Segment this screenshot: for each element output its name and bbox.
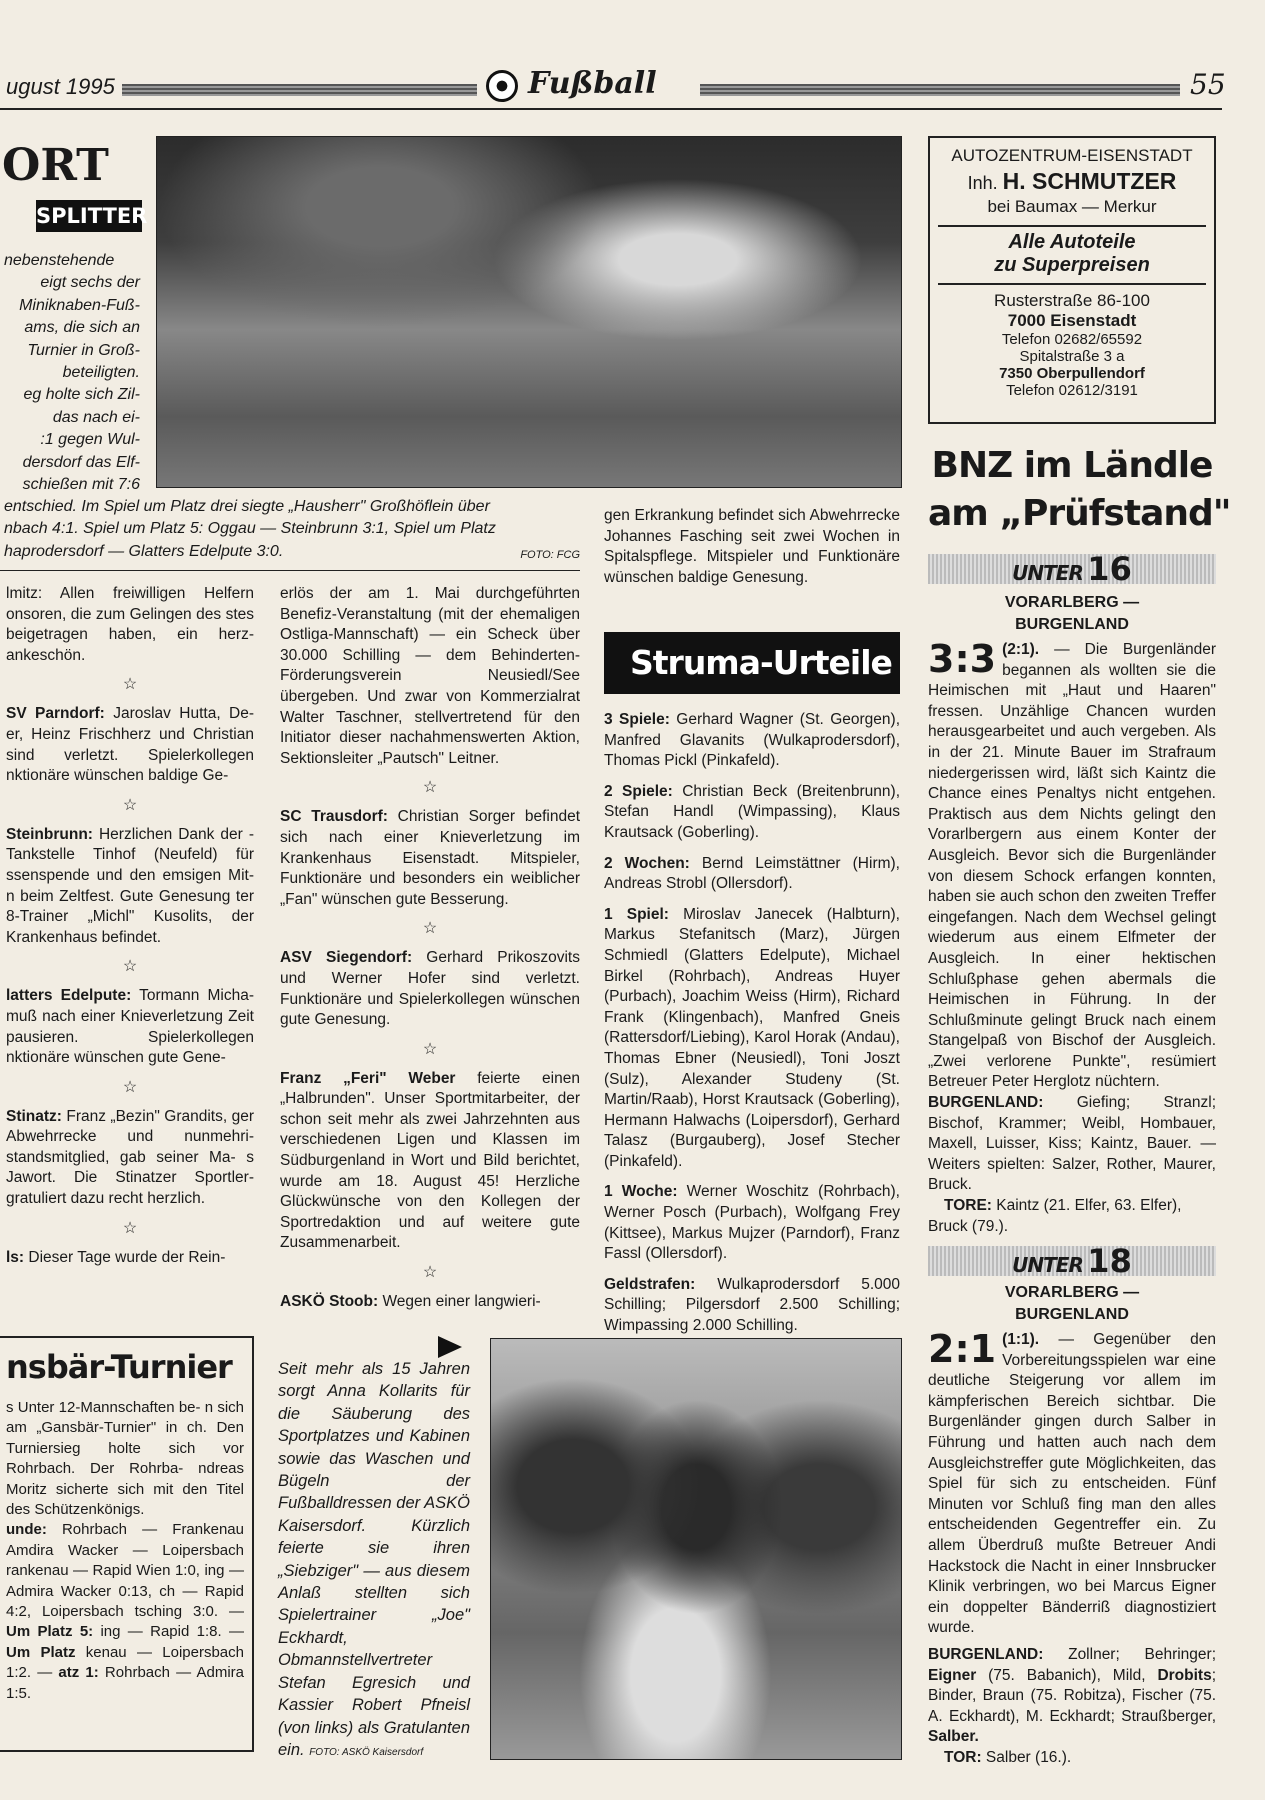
platz1-lead: atz 1:: [58, 1664, 99, 1682]
platz3-text: kenau — Loipersbach 1:2. —: [6, 1643, 244, 1682]
splitter-line: ams, die sich an: [24, 319, 140, 337]
u16-goals: [928, 1196, 1216, 1237]
ad-address-1: Rusterstraße 86-100: [994, 291, 1150, 310]
col2-p4: feierte einen „Halbrunden". Unser Sportmitarbeiter, der schon seit mehr als zwei Jahrzehnten aus verschiedenen Ligen und Klassen im Südburgenland in Wort und Bild berichtet, wurde am 18. August 45! Herzliche Glückwünsche von den Kollegen der Sportredaktion und auf weitere gute Zusammenarbeit.: [280, 1069, 580, 1252]
col2-paragraph: [280, 1069, 580, 1254]
col1-p2: Jaroslav Hutta, De- er, Heinz Frischherz und Christian sind verletzt. Spielerkollegen nktionäre wünschen baldige Ge-: [6, 705, 254, 785]
u16-label: UNTER: [1012, 561, 1083, 585]
u18-lineup-a: Zollner; Behringer;: [1043, 1645, 1216, 1663]
gansbaer-title: nsbär-Turnier: [6, 1348, 232, 1386]
col1-p5-lead: Stinatz:: [6, 1107, 62, 1125]
u16-teams-1: VORARLBERG —: [1004, 594, 1140, 611]
askoe-caption-body: Seit mehr als 15 Jahren sorgt Anna Kollarits für die Säuberung des Sportplatzes und Kabinen sowie das Waschen und Bügeln der Fußballdressen der ASKÖ Kaisersdorf. Kürzlich feierte sie ihren „Siebziger" — aus diesem Anlaß stellten sich Spielertrainer „Joe" Eckhardt, Obmannstellvertreter Stefan Egresich und Kassier Robert Pfneisl (von links) als Gratulanten ein.: [278, 1360, 470, 1759]
u18-teams: [928, 1282, 1216, 1326]
col1-paragraph: [6, 584, 254, 666]
col2-paragraph: [280, 948, 580, 1030]
ad-owner: [930, 168, 1214, 195]
star-divider-icon: ☆: [422, 1040, 438, 1058]
col2-p3-lead: ASV Siegendorf:: [280, 949, 413, 967]
logo-top-text: ORT: [2, 140, 109, 191]
col2-p2: Christian Sorger befindet sich nach einer Knieverletzung im Krankenhaus Eisenstadt. Mitspieler, Funktionäre und besonders ein weiblicher „Fan" wünschen gute Besserung.: [280, 808, 580, 908]
u18-goals-text: Salber (16.).: [981, 1748, 1072, 1766]
u16-lineup-lead: BURGENLAND:: [928, 1094, 1044, 1112]
struma-item: [604, 710, 900, 772]
ad-owner-name: H. SCHMUTZER: [1002, 168, 1177, 194]
col2-p2-lead: SC Trausdorf:: [280, 808, 388, 826]
col2-p3: Gerhard Prikoszovits und Werner Hofer sind verletzt. Funktionäre und Spielerkollegen wünschen gute Genesung.: [280, 949, 580, 1029]
splitter-line: das nach ei-: [52, 408, 140, 426]
u16-half: (2:1).: [1002, 641, 1040, 658]
caption-line: nbach 4:1. Spiel um Platz 5: Oggau — Steinbrunn 3:1, Spiel um Platz: [4, 520, 496, 538]
splitter-caption: [4, 496, 580, 563]
gansbaer-box: [0, 1336, 254, 1752]
u18-text: [928, 1327, 1216, 1639]
ad-phone-1: Telefon 02682/65592: [1001, 331, 1143, 348]
struma-urteile-banner: [604, 632, 900, 694]
u16-goals-text: Kaintz (21. Elfer, 63. Elfer), Bruck (79.).: [928, 1197, 1182, 1235]
splitter-line: Turnier in Groß-: [27, 341, 140, 359]
star-divider-icon: ☆: [422, 920, 438, 938]
photo-credit: FOTO: FCG: [520, 548, 580, 561]
u16-body: — Die Burgenländer begannen als wollten sie die Heimischen mit „Haut und Haaren" fressen. Unzählige Chancen wurden herausgearbeitet und auch vergeben. Als in der 21. Minute Bauer im Strafraum niedergerissen wird, läßt sich Kaintz die Chance eines Penaltys nicht entgehen. Praktisch aus dem Nichts gelingt den Vorarlbergern aus einem Konter der Ausgleich. Bevor sich die Burgenländer von diesem Schock erfangen konnten, haben sie auch schon den zweiten Treffer eingefangen. Nach dem Wechsel gelingt wiederum aus einem Elfmeter der Ausgleich. In einer hektischen Schlußphase gehen abermals die Heimischen in Führung. In der Schlußminute gelingt Bruck nach einem Stangelpaß von Bischof der Ausgleich. „Zwei verlorene Punkte", resümiert Betreuer Peter Herglotz nüchtern.: [928, 641, 1216, 1091]
splitter-line: schießen mit 7:6: [22, 476, 140, 494]
col1-p5: Franz „Bezin" Grandits, ger Abwehrrecke und nunmehri- standsmitglied, gab seiner Ma- s Jawort. Die Stinatzer Sportler- gratuliert dazu recht herzlich.: [6, 1107, 254, 1208]
header-bar-right: [700, 84, 1180, 96]
col1-paragraph: [6, 1248, 254, 1269]
col1-p3: Herzlichen Dank der -Tankstelle Tinhof (Neufeld) für ssenspende und den emsigen Mit- n beim Zeltfest. Gute Genesung ter 8-Trainer „Michl" Kusolits, der Krankenhaus befindet.: [6, 825, 254, 946]
u16-report: [928, 637, 1216, 1237]
col1-p4-lead: latters Edelpute:: [6, 987, 132, 1005]
col2-paragraph: erlös der am 1. Mai durchgeführten Benefiz-Veranstaltung (mit der ehemaligen Ostliga-Mannschaft) — ein Scheck über 30.000 Schilling — dem Behinderten-Förderungsverein Neusiedl/See übergeben. Und zwar von Kommerzialrat Walter Taschner, stellvertretend für den Initiator dieser nachahmenswerten Aktion, Sektionsleiter „Pautsch" Leitner.: [280, 585, 580, 767]
header-section: Fußball: [528, 66, 657, 101]
struma-item-lead: 1 Woche:: [604, 1183, 678, 1201]
star-divider-icon: ☆: [122, 676, 138, 694]
u16-teams: [928, 592, 1216, 636]
ad-company: AUTOZENTRUM-EISENSTADT: [951, 146, 1193, 165]
ad-address-2: Spitalstraße 3 a: [1019, 348, 1125, 365]
star-divider-icon: ☆: [122, 958, 138, 976]
column-3: [604, 506, 900, 588]
platz5-lead: Um Platz 5:: [6, 1623, 94, 1641]
col1-p6: Dieser Tage wurde der Rein-: [24, 1248, 226, 1266]
askoe-photo: [490, 1338, 902, 1760]
u18-teams-1: VORARLBERG —: [1004, 1284, 1140, 1301]
askoe-photo-credit: FOTO: ASKÖ Kaisersdorf: [309, 1746, 424, 1758]
splitter-line: :1 gegen Wul-: [40, 431, 140, 449]
col1-p1: lmitz: Allen freiwilligen Helfern onsoren, die zum Gelingen des stes beigetragen haben, ein herz- ankeschön.: [6, 585, 254, 664]
results-text: Rohrbach — Frankenau Amdira Wacker — Loipersbach rankenau — Rapid Wien 1:0, ing — Admira Wacker 0:13, ch — Rapid 4:2, Loipersbach tsching 3:0. —: [6, 1521, 244, 1621]
star-divider-icon: ☆: [122, 796, 138, 814]
splitter-line: eigt sechs der: [40, 274, 140, 292]
header-rule: [0, 108, 1222, 110]
ad-owner-prefix: Inh.: [967, 173, 1003, 193]
struma-item: [604, 854, 900, 895]
struma-item-lead: 2 Spiele:: [604, 782, 673, 800]
struma-item: [604, 782, 900, 844]
ad-rule: [938, 283, 1206, 285]
platz5-text: ing — Rapid 1:8. —: [93, 1623, 244, 1641]
col1-paragraph: [6, 704, 254, 786]
header-date: ugust 1995: [6, 74, 115, 99]
struma-item-lead: 3 Spiele:: [604, 711, 670, 728]
ad-slogan-1: Alle Autoteile: [1008, 231, 1136, 253]
platz3-lead: Um Platz: [6, 1643, 76, 1661]
star-divider-icon: ☆: [122, 1219, 138, 1237]
col2-p4-lead: Franz „Feri" Weber: [280, 1069, 456, 1087]
col1-paragraph: [6, 825, 254, 949]
u18-half: (1:1).: [1002, 1331, 1040, 1348]
splitter-line: eg holte sich Zil-: [23, 386, 140, 404]
col1-paragraph: [6, 1107, 254, 1210]
splitter-text: [4, 250, 140, 496]
u18-lineup-f: Salber.: [928, 1728, 979, 1746]
results-lead: unde:: [6, 1521, 47, 1539]
u18-goals: [928, 1748, 1216, 1769]
struma-item-lead: 1 Spiel:: [604, 905, 669, 923]
u16-lineup: [928, 1093, 1216, 1196]
u16-score: 3:3: [928, 637, 997, 681]
struma-item-text: Gerhard Wagner (St. Georgen), Manfred Glavanits (Wulkaprodersdorf), Thomas Pickl (Pinkafeld).: [604, 711, 901, 770]
u18-lineup-c: (75. Babanich), Mild,: [976, 1666, 1158, 1684]
u18-lineup-lead: BURGENLAND:: [928, 1645, 1044, 1663]
col3-intro: gen Erkrankung befindet sich Abwehrrecke Johannes Fasching seit zwei Wochen in Spitalspflege. Mitspieler und Funktionäre wünschen baldige Genesung.: [604, 507, 900, 586]
ad-city-1: 7000 Eisenstadt: [1007, 311, 1137, 330]
u18-report: [928, 1327, 1216, 1768]
struma-item: [604, 905, 900, 1173]
col2-p5-lead: ASKÖ Stoob:: [280, 1293, 379, 1311]
u18-lineup-d: Drobits: [1157, 1666, 1212, 1684]
struma-item-text: Christian Beck (Breitenbrunn), Stefan Handl (Wimpassing), Klaus Krautsack (Goberling).: [604, 782, 901, 841]
u18-label: UNTER: [1012, 1253, 1083, 1277]
struma-item-text: Bernd Leimstättner (Hirm), Andreas Strobl (Ollersdorf).: [604, 854, 900, 893]
struma-item-lead: Geldstrafen:: [604, 1275, 696, 1293]
star-divider-icon: ☆: [122, 1078, 138, 1096]
bnz-headline-2: am „Prüfstand": [928, 493, 1231, 534]
struma-item-text: Werner Woschitz (Rohrbach), Werner Posch (Purbach), Wolfgang Frey (Kittsee), Markus Mujzer (Parndorf), Franz Fassl (Ollersdorf).: [604, 1183, 900, 1263]
splitter-line: nebenstehende: [4, 252, 115, 269]
struma-title: Struma-Urteile: [630, 643, 892, 682]
page-header: [0, 68, 1265, 108]
u18-goals-lead: TOR:: [944, 1748, 982, 1766]
ad-box: [928, 136, 1216, 424]
platz1-text: Rohrbach — Admira 1:5.: [6, 1664, 245, 1702]
u16-bar: [928, 550, 1216, 588]
u18-body: — Gegenüber den Vorbereitungsspielen war eine deutliche Steigerung vor allem im kämpferischen Bereich sichtbar. Die Burgenländer gingen durch Salber in Führung und hatten auch nach dem Ausgleichstreffer gute Möglichkeiten, das Spiel für sich zu entscheiden. Fünf Minuten vor Schluß fing man den alles entscheidenden Gegentreffer ein. Zu allem Überdruß mußte Betreuer Andi Hackstock die Nacht in einer Innsbrucker Klinik verbringen, wo bei Marcus Eigner ein doppelter Bänderriß diagnostiziert wurde.: [928, 1331, 1216, 1637]
u18-score: 2:1: [928, 1327, 997, 1371]
u18-lineup-e: ; Binder, Braun (75. Robitza), Fischer (75. A. Eckhardt), M. Eckhardt; Straußberger,: [928, 1666, 1216, 1725]
struma-item-lead: 2 Wochen:: [604, 854, 690, 872]
ad-slogan-2: zu Superpreisen: [994, 254, 1150, 276]
u18-lineup: [928, 1645, 1216, 1748]
sport-splitter-logo: [0, 140, 146, 238]
logo-bottom-text: SPLITTER: [36, 200, 142, 232]
ad-phone-2: Telefon 02612/3191: [1006, 382, 1138, 399]
askoe-caption-text: [278, 1358, 470, 1764]
splitter-line: beteiligten.: [62, 364, 140, 382]
struma-item: [604, 1182, 900, 1264]
u16-goals-lead: TORE:: [944, 1197, 992, 1215]
bnz-headline-1: BNZ im Ländle: [931, 445, 1213, 486]
star-divider-icon: ☆: [422, 1264, 438, 1282]
gansbaer-text: s Unter 12-Mannschaften be- n sich am „Gansbär-Turnier" in ch. Den Turniersieg holte sich vor Rohrbach. Der Rohrba- ndreas Moritz sicherte sich mit den Titel des Schützenkönigs.: [6, 1399, 244, 1519]
col1-p3-lead: Steinbrunn:: [6, 825, 93, 843]
u16-text: [928, 637, 1216, 1093]
struma-item-text: Miroslav Janecek (Halbturn), Markus Stefanitsch (Marz), Jürgen Schmiedl (Glatters Edelpute), Michael Birkel (Rohrbach), Andreas Huyer (Purbach), Joachim Weiss (Hirm), Richard Frank (Klingenbach), Manfred Gneis (Rattersdorf/Liebing), Karol Horak (Andau), Thomas Ebner (Neusiedl), Toni Joszt (Sulz), Alexander Studeny (St. Martin/Raab), Horst Krautsack (Goberling), Hermann Halwachs (Loipersdorf), Gerhard Talasz (Burgauberg), Josef Stecher (Pinkafeld).: [604, 905, 900, 1170]
splitter-line: dersdorf das Elf-: [22, 453, 140, 471]
askoe-caption: [278, 1336, 470, 1764]
star-divider-icon: ☆: [422, 779, 438, 797]
caption-line: [4, 541, 580, 563]
gansbaer-results: [6, 1520, 244, 1704]
football-icon: [486, 70, 518, 102]
struma-item: [604, 1275, 900, 1337]
ad-city-2: 7350 Oberpullendorf: [999, 365, 1145, 382]
ad-rule: [938, 225, 1206, 227]
u16-number: 16: [1087, 550, 1132, 588]
col2-paragraph: [280, 1292, 580, 1313]
team-photo: [156, 136, 902, 488]
splitter-line: Miniknaben-Fuß-: [19, 296, 140, 314]
u18-number: 18: [1087, 1242, 1132, 1280]
caption-line-text: haprodersdorf — Glatters Edelpute 3:0.: [4, 542, 284, 560]
struma-item-text: Wulkaprodersdorf 5.000 Schilling; Pilgersdorf 2.500 Schilling; Wimpassing 2.000 Schilling.: [604, 1275, 900, 1335]
col2-p5: Wegen einer langwieri-: [378, 1293, 541, 1311]
col1-p2-lead: SV Parndorf:: [6, 705, 105, 723]
u16-lineup-text: Giefing; Stranzl; Bischof, Krammer; Weibl, Hombauer, Maxell, Luisser, Kiss; Kaintz, Bauer. — Weiters spielten: Salzer, Rother, Maurer, Bruck.: [928, 1094, 1216, 1194]
column-2: [280, 584, 580, 1313]
bnz-headline: [928, 442, 1231, 538]
column-1: [6, 584, 254, 1268]
col1-p6-lead: ls:: [6, 1248, 25, 1266]
gansbaer-body: [6, 1398, 244, 1704]
col1-p4: Tormann Micha- muß nach einer Knieverletzung Zeit pausieren. Spielerkollegen nktionäre wünschen gute Gene-: [6, 987, 254, 1067]
struma-list: [604, 700, 900, 1337]
header-bar-left: [122, 84, 477, 96]
caption-line: entschied. Im Spiel um Platz drei siegte „Hausherr" Großhöflein über: [4, 498, 490, 515]
caption-rule: [0, 570, 580, 571]
u18-teams-2: BURGENLAND: [1015, 1306, 1129, 1323]
u18-lineup-b: Eigner: [928, 1666, 977, 1684]
col2-paragraph: [280, 807, 580, 910]
u16-teams-2: BURGENLAND: [1015, 616, 1129, 633]
u18-bar: [928, 1242, 1216, 1280]
arrow-right-icon: [438, 1336, 462, 1358]
ad-location: bei Baumax — Merkur: [987, 197, 1157, 216]
page-number: 55: [1190, 68, 1226, 101]
col1-paragraph: [6, 986, 254, 1068]
